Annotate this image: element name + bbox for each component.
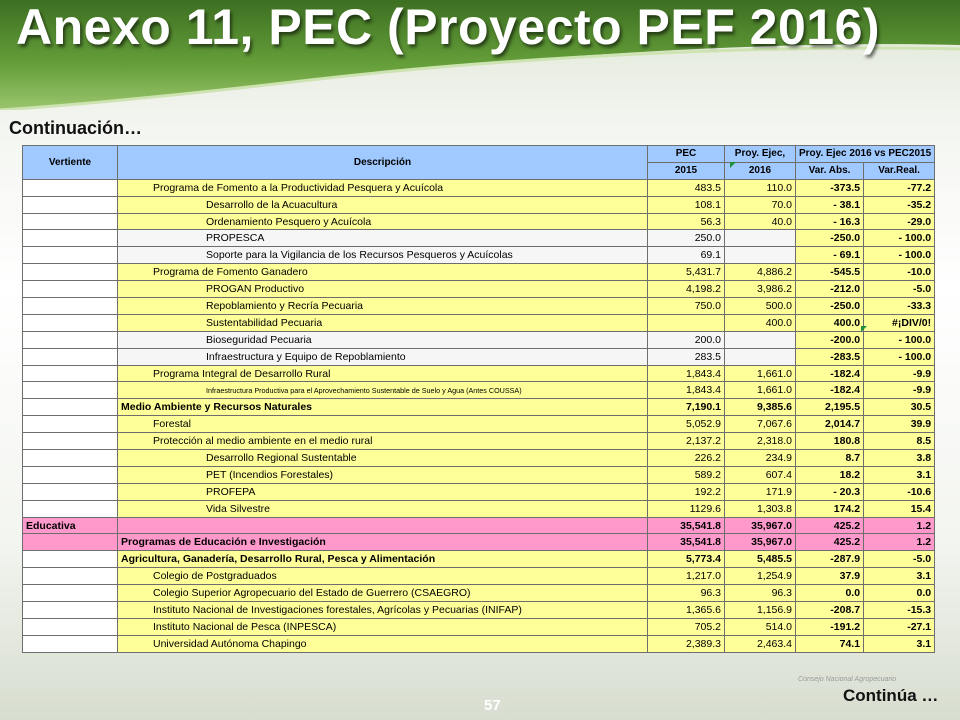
cell-var-real: -35.2 xyxy=(864,196,935,213)
cell-descripcion: Sustentabilidad Pecuaria xyxy=(118,314,648,331)
cell-descripcion: Programa Integral de Desarrollo Rural xyxy=(118,365,648,382)
cell-pec-2015: 5,773.4 xyxy=(648,551,725,568)
cell-vertiente xyxy=(23,298,118,315)
cell-descripcion: Instituto Nacional de Investigaciones forestales, Agrícolas y Pecuarias (INIFAP) xyxy=(118,602,648,619)
cell-proy-2016: 5,485.5 xyxy=(725,551,796,568)
cell-pec-2015: 96.3 xyxy=(648,585,725,602)
table-row xyxy=(23,602,935,619)
cell-var-real: -27.1 xyxy=(864,618,935,635)
cell-var-abs: -191.2 xyxy=(796,618,864,635)
table-row xyxy=(23,281,935,298)
table-row xyxy=(23,264,935,281)
cell-descripcion: Repoblamiento y Recría Pecuaria xyxy=(118,298,648,315)
cell-vertiente xyxy=(23,568,118,585)
cell-var-abs: - 38.1 xyxy=(796,196,864,213)
cell-descripcion: Bioseguridad Pecuaria xyxy=(118,331,648,348)
cell-vertiente xyxy=(23,500,118,517)
cell-var-abs: 2,014.7 xyxy=(796,416,864,433)
cell-proy-2016: 500.0 xyxy=(725,298,796,315)
header-pec-year: 2015 xyxy=(648,162,725,179)
cell-vertiente xyxy=(23,483,118,500)
cell-var-real: -29.0 xyxy=(864,213,935,230)
header-descripcion: Descripción xyxy=(118,146,648,180)
cell-proy-2016: 40.0 xyxy=(725,213,796,230)
cell-var-real: 3.1 xyxy=(864,466,935,483)
cell-descripcion: PET (Incendios Forestales) xyxy=(118,466,648,483)
cell-vertiente xyxy=(23,348,118,365)
cell-var-abs: -182.4 xyxy=(796,382,864,399)
cell-descripcion: Desarrollo Regional Sustentable xyxy=(118,450,648,467)
cell-var-abs: -373.5 xyxy=(796,179,864,196)
table-row xyxy=(23,348,935,365)
cell-pec-2015: 35,541.8 xyxy=(648,534,725,551)
title-banner xyxy=(0,0,960,110)
header-proy-year: 2016 xyxy=(725,162,796,179)
cell-var-abs: 400.0 xyxy=(796,314,864,331)
cell-var-real: 1.2 xyxy=(864,517,935,534)
cell-var-abs: -208.7 xyxy=(796,602,864,619)
cell-pec-2015: 7,190.1 xyxy=(648,399,725,416)
table-row xyxy=(23,500,935,517)
cell-proy-2016: 110.0 xyxy=(725,179,796,196)
cell-vertiente xyxy=(23,399,118,416)
cell-vertiente xyxy=(23,230,118,247)
table-row xyxy=(23,534,935,551)
cell-vertiente xyxy=(23,534,118,551)
cell-pec-2015: 589.2 xyxy=(648,466,725,483)
table-row xyxy=(23,585,935,602)
cell-var-abs: -283.5 xyxy=(796,348,864,365)
cell-descripcion: Programa de Fomento a la Productividad Pesquera y Acuícola xyxy=(118,179,648,196)
continua-label: Continúa … xyxy=(843,686,939,705)
cell-vertiente xyxy=(23,179,118,196)
cell-descripcion: Colegio Superior Agropecuario del Estado de Guerrero (CSAEGRO) xyxy=(118,585,648,602)
cell-proy-2016: 1,303.8 xyxy=(725,500,796,517)
cell-var-abs: 2,195.5 xyxy=(796,399,864,416)
cell-pec-2015: 226.2 xyxy=(648,450,725,467)
cell-descripcion: PROFEPA xyxy=(118,483,648,500)
cell-var-abs: - 20.3 xyxy=(796,483,864,500)
cell-proy-2016: 2,318.0 xyxy=(725,433,796,450)
cell-descripcion: Medio Ambiente y Recursos Naturales xyxy=(118,399,648,416)
cell-proy-2016 xyxy=(725,230,796,247)
cell-proy-2016: 1,254.9 xyxy=(725,568,796,585)
cell-descripcion: Universidad Autónoma Chapingo xyxy=(118,635,648,652)
cell-var-abs: - 16.3 xyxy=(796,213,864,230)
cell-var-abs: -250.0 xyxy=(796,298,864,315)
cell-pec-2015: 1129.6 xyxy=(648,500,725,517)
cell-vertiente xyxy=(23,635,118,652)
cell-vertiente xyxy=(23,365,118,382)
header-pec: PEC xyxy=(648,146,725,163)
cell-var-real: -15.3 xyxy=(864,602,935,619)
table-row xyxy=(23,382,935,399)
cell-proy-2016: 607.4 xyxy=(725,466,796,483)
table-row xyxy=(23,179,935,196)
cell-vertiente xyxy=(23,433,118,450)
cell-proy-2016: 514.0 xyxy=(725,618,796,635)
cell-var-real: - 100.0 xyxy=(864,348,935,365)
cell-vertiente xyxy=(23,585,118,602)
cell-var-abs: 425.2 xyxy=(796,534,864,551)
cell-pec-2015: 1,217.0 xyxy=(648,568,725,585)
cell-pec-2015: 56.3 xyxy=(648,213,725,230)
cell-descripcion: Forestal xyxy=(118,416,648,433)
table-row xyxy=(23,568,935,585)
cell-pec-2015: 2,137.2 xyxy=(648,433,725,450)
cell-pec-2015: 1,843.4 xyxy=(648,365,725,382)
cell-var-abs: 180.8 xyxy=(796,433,864,450)
cell-comment-marker xyxy=(730,162,736,168)
cell-proy-2016 xyxy=(725,247,796,264)
table-row xyxy=(23,230,935,247)
cell-descripcion: Agricultura, Ganadería, Desarrollo Rural, Pesca y Alimentación xyxy=(118,551,648,568)
cell-pec-2015: 250.0 xyxy=(648,230,725,247)
table-row xyxy=(23,466,935,483)
cell-descripcion: Vida Silvestre xyxy=(118,500,648,517)
cell-pec-2015: 283.5 xyxy=(648,348,725,365)
cell-vertiente xyxy=(23,602,118,619)
cell-var-real: 39.9 xyxy=(864,416,935,433)
cell-proy-2016: 96.3 xyxy=(725,585,796,602)
cell-var-real: -9.9 xyxy=(864,382,935,399)
cell-pec-2015: 5,052.9 xyxy=(648,416,725,433)
cell-pec-2015: 192.2 xyxy=(648,483,725,500)
cell-proy-2016: 35,967.0 xyxy=(725,517,796,534)
cell-proy-2016: 234.9 xyxy=(725,450,796,467)
cell-var-real: 3.8 xyxy=(864,450,935,467)
cell-var-abs: 8.7 xyxy=(796,450,864,467)
cell-var-real: - 100.0 xyxy=(864,331,935,348)
cell-pec-2015: 69.1 xyxy=(648,247,725,264)
header-var-real: Var.Real. xyxy=(864,162,935,179)
header-var-abs: Var. Abs. xyxy=(796,162,864,179)
cell-var-abs: 18.2 xyxy=(796,466,864,483)
cell-var-real: 3.1 xyxy=(864,635,935,652)
cell-var-real: - 100.0 xyxy=(864,247,935,264)
continuation-label: Continuación… xyxy=(9,118,142,138)
cell-var-real: 0.0 xyxy=(864,585,935,602)
header-proy: Proy. Ejec, xyxy=(725,146,796,163)
cell-var-real: -10.6 xyxy=(864,483,935,500)
cell-descripcion: Protección al medio ambiente en el medio rural xyxy=(118,433,648,450)
cell-pec-2015 xyxy=(648,314,725,331)
cell-proy-2016: 4,886.2 xyxy=(725,264,796,281)
cell-vertiente xyxy=(23,466,118,483)
cell-var-abs: -250.0 xyxy=(796,230,864,247)
cell-comment-marker xyxy=(861,326,867,332)
table-row xyxy=(23,213,935,230)
cell-var-abs: -212.0 xyxy=(796,281,864,298)
cell-vertiente xyxy=(23,281,118,298)
cell-descripcion: Colegio de Postgraduados xyxy=(118,568,648,585)
cell-descripcion: Infraestructura y Equipo de Repoblamiento xyxy=(118,348,648,365)
cell-var-abs: 0.0 xyxy=(796,585,864,602)
cell-var-real: -5.0 xyxy=(864,551,935,568)
header-var-group: Proy. Ejec 2016 vs PEC2015 xyxy=(796,146,935,163)
header-vertiente: Vertiente xyxy=(23,146,118,180)
cell-descripcion: Instituto Nacional de Pesca (INPESCA) xyxy=(118,618,648,635)
cell-pec-2015: 705.2 xyxy=(648,618,725,635)
table-row xyxy=(23,551,935,568)
cell-vertiente: Educativa xyxy=(23,517,118,534)
pec-table xyxy=(22,145,935,653)
cell-pec-2015: 1,843.4 xyxy=(648,382,725,399)
cell-var-abs: 425.2 xyxy=(796,517,864,534)
table-row xyxy=(23,314,935,331)
cell-descripcion: Ordenamiento Pesquero y Acuícola xyxy=(118,213,648,230)
cell-proy-2016: 7,067.6 xyxy=(725,416,796,433)
cell-pec-2015: 750.0 xyxy=(648,298,725,315)
cell-vertiente xyxy=(23,213,118,230)
table-row xyxy=(23,635,935,652)
table-row xyxy=(23,196,935,213)
cell-descripcion: Soporte para la Vigilancia de los Recursos Pesqueros y Acuícolas xyxy=(118,247,648,264)
cell-pec-2015: 483.5 xyxy=(648,179,725,196)
cell-var-real: -10.0 xyxy=(864,264,935,281)
cell-pec-2015: 5,431.7 xyxy=(648,264,725,281)
cell-var-real: 1.2 xyxy=(864,534,935,551)
cell-var-real: -77.2 xyxy=(864,179,935,196)
cell-var-real: -33.3 xyxy=(864,298,935,315)
cell-proy-2016: 1,661.0 xyxy=(725,382,796,399)
cell-vertiente xyxy=(23,416,118,433)
cell-var-real: -5.0 xyxy=(864,281,935,298)
table-row xyxy=(23,298,935,315)
watermark-text: Consejo Nacional Agropecuario xyxy=(798,676,897,683)
table-row xyxy=(23,483,935,500)
cell-var-abs: -287.9 xyxy=(796,551,864,568)
cell-proy-2016 xyxy=(725,348,796,365)
cell-var-real: - 100.0 xyxy=(864,230,935,247)
cell-proy-2016: 2,463.4 xyxy=(725,635,796,652)
cell-vertiente xyxy=(23,247,118,264)
cell-descripcion: Programas de Educación e Investigación xyxy=(118,534,648,551)
cell-pec-2015: 108.1 xyxy=(648,196,725,213)
cell-vertiente xyxy=(23,551,118,568)
table-row xyxy=(23,365,935,382)
cell-vertiente xyxy=(23,264,118,281)
cell-vertiente xyxy=(23,331,118,348)
cell-var-abs: -200.0 xyxy=(796,331,864,348)
cell-var-abs: 174.2 xyxy=(796,500,864,517)
cell-var-real: 3.1 xyxy=(864,568,935,585)
cell-vertiente xyxy=(23,314,118,331)
table-row xyxy=(23,517,935,534)
cell-pec-2015: 4,198.2 xyxy=(648,281,725,298)
table-row xyxy=(23,618,935,635)
cell-var-real: 15.4 xyxy=(864,500,935,517)
cell-pec-2015: 200.0 xyxy=(648,331,725,348)
cell-proy-2016 xyxy=(725,331,796,348)
table-row xyxy=(23,399,935,416)
cell-descripcion: Programa de Fomento Ganadero xyxy=(118,264,648,281)
cell-var-abs: 37.9 xyxy=(796,568,864,585)
cell-descripcion: Desarrollo de la Acuacultura xyxy=(118,196,648,213)
table-row xyxy=(23,331,935,348)
cell-descripcion: PROPESCA xyxy=(118,230,648,247)
cell-var-real: 30.5 xyxy=(864,399,935,416)
cell-proy-2016: 9,385.6 xyxy=(725,399,796,416)
cell-descripcion: Infraestructura Productiva para el Aprovechamiento Sustentable de Suelo y Agua (Antes COUSSA) xyxy=(118,382,648,399)
cell-proy-2016: 3,986.2 xyxy=(725,281,796,298)
cell-pec-2015: 2,389.3 xyxy=(648,635,725,652)
cell-pec-2015: 35,541.8 xyxy=(648,517,725,534)
cell-var-abs: -182.4 xyxy=(796,365,864,382)
cell-proy-2016: 171.9 xyxy=(725,483,796,500)
cell-var-real: #¡DIV/0! xyxy=(864,314,935,331)
cell-vertiente xyxy=(23,196,118,213)
cell-var-abs: 74.1 xyxy=(796,635,864,652)
cell-var-abs: - 69.1 xyxy=(796,247,864,264)
table-row xyxy=(23,433,935,450)
cell-descripcion xyxy=(118,517,648,534)
cell-proy-2016: 400.0 xyxy=(725,314,796,331)
cell-var-real: 8.5 xyxy=(864,433,935,450)
cell-vertiente xyxy=(23,382,118,399)
cell-vertiente xyxy=(23,618,118,635)
cell-var-abs: -545.5 xyxy=(796,264,864,281)
cell-proy-2016: 35,967.0 xyxy=(725,534,796,551)
cell-proy-2016: 1,661.0 xyxy=(725,365,796,382)
cell-proy-2016: 70.0 xyxy=(725,196,796,213)
table-row xyxy=(23,450,935,467)
cell-vertiente xyxy=(23,450,118,467)
table-row xyxy=(23,416,935,433)
cell-pec-2015: 1,365.6 xyxy=(648,602,725,619)
cell-var-real: -9.9 xyxy=(864,365,935,382)
cell-proy-2016: 1,156.9 xyxy=(725,602,796,619)
cell-descripcion: PROGAN Productivo xyxy=(118,281,648,298)
page-title: Anexo 11, PEC (Proyecto PEF 2016) xyxy=(16,0,881,55)
page-number: 57 xyxy=(484,697,501,714)
table-row xyxy=(23,247,935,264)
